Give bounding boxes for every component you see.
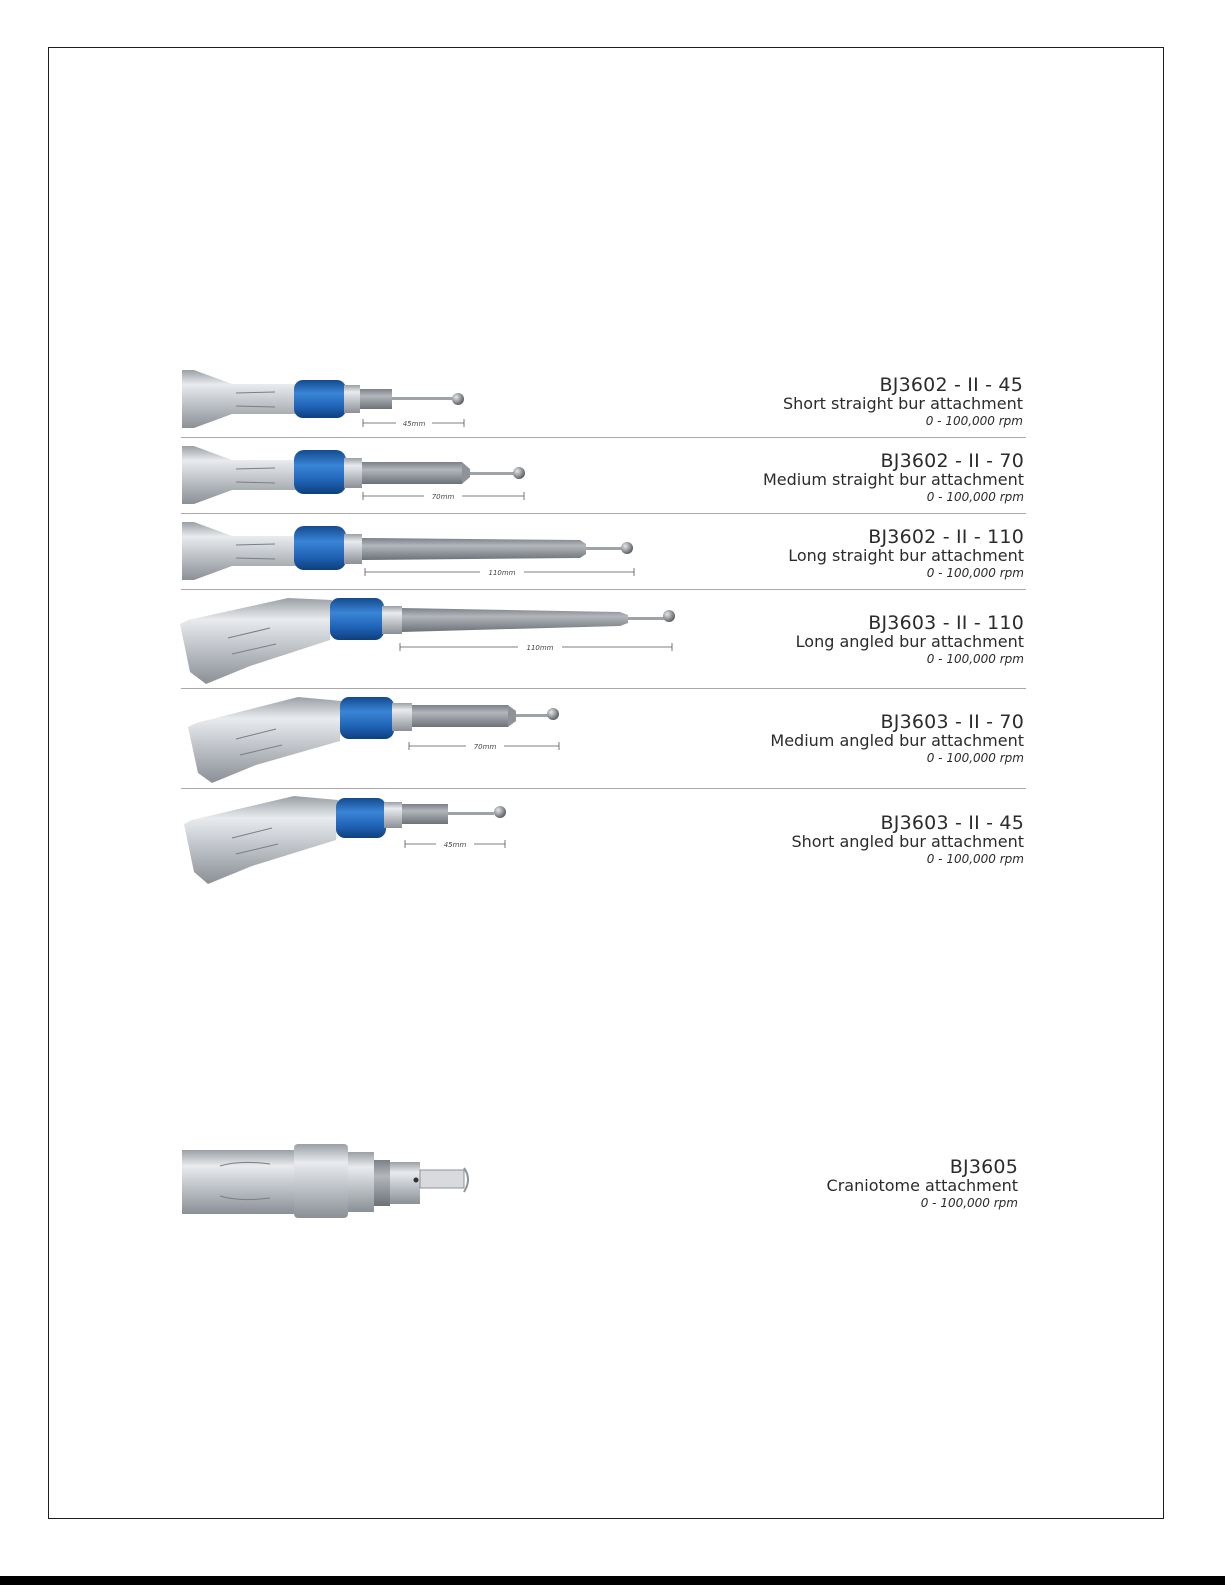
product-description: Long angled bur attachment — [795, 632, 1024, 651]
divider — [181, 688, 1026, 689]
product-row — [180, 693, 1026, 783]
short-straight-handpiece-image — [180, 366, 480, 432]
model-number: BJ3603 - II - 70 — [880, 711, 1024, 733]
long-angled-handpiece-image — [180, 594, 690, 684]
product-info — [796, 614, 1024, 665]
product-row — [180, 442, 1026, 508]
product-row — [180, 594, 1026, 684]
speed-range: 0 - 100,000 rpm — [926, 566, 1024, 580]
short-angled-handpiece-image — [180, 794, 520, 886]
divider — [181, 788, 1026, 789]
product-description: Short angled bur attachment — [791, 832, 1024, 851]
model-number: BJ3602 - II - 70 — [880, 450, 1024, 472]
speed-range: 0 - 100,000 rpm — [920, 1196, 1018, 1210]
length-label: 70mm — [473, 743, 497, 751]
length-label: 45mm — [443, 841, 467, 849]
model-number: BJ3605 — [949, 1156, 1018, 1178]
speed-range: 0 - 100,000 rpm — [926, 751, 1024, 765]
medium-straight-handpiece-image — [180, 442, 540, 508]
long-straight-handpiece-image — [180, 518, 650, 584]
product-description: Long straight bur attachment — [788, 546, 1024, 565]
product-info — [783, 376, 1023, 427]
speed-range: 0 - 100,000 rpm — [926, 490, 1024, 504]
bottom-edge-strip — [0, 1576, 1225, 1585]
divider — [181, 513, 1026, 514]
product-description: Craniotome attachment — [826, 1176, 1018, 1195]
page-frame — [48, 47, 1164, 1519]
product-description: Short straight bur attachment — [782, 394, 1023, 413]
length-label: 110mm — [488, 569, 516, 577]
speed-range: 0 - 100,000 rpm — [926, 652, 1024, 666]
product-description: Medium angled bur attachment — [770, 731, 1024, 750]
divider — [181, 437, 1026, 438]
product-row — [180, 366, 1026, 432]
length-label: 45mm — [402, 420, 426, 428]
divider — [181, 589, 1026, 590]
craniotome-row — [180, 1142, 1026, 1222]
product-info — [770, 713, 1024, 764]
model-number: BJ3603 - II - 110 — [868, 612, 1024, 634]
model-number: BJ3603 - II - 45 — [880, 812, 1024, 834]
product-row — [180, 794, 1026, 886]
model-number: BJ3602 - II - 110 — [868, 526, 1024, 548]
length-label: 70mm — [431, 493, 455, 501]
medium-angled-handpiece-image — [180, 693, 580, 783]
model-number: BJ3602 - II - 45 — [879, 374, 1023, 396]
product-row — [180, 518, 1026, 584]
product-info — [827, 1158, 1018, 1209]
product-info — [763, 452, 1024, 503]
length-label: 110mm — [526, 644, 554, 652]
speed-range: 0 - 100,000 rpm — [925, 414, 1023, 428]
product-description: Medium straight bur attachment — [762, 470, 1024, 489]
product-info — [788, 528, 1024, 579]
craniotome-attachment-image — [180, 1142, 480, 1222]
speed-range: 0 - 100,000 rpm — [926, 852, 1024, 866]
product-info — [791, 814, 1024, 865]
